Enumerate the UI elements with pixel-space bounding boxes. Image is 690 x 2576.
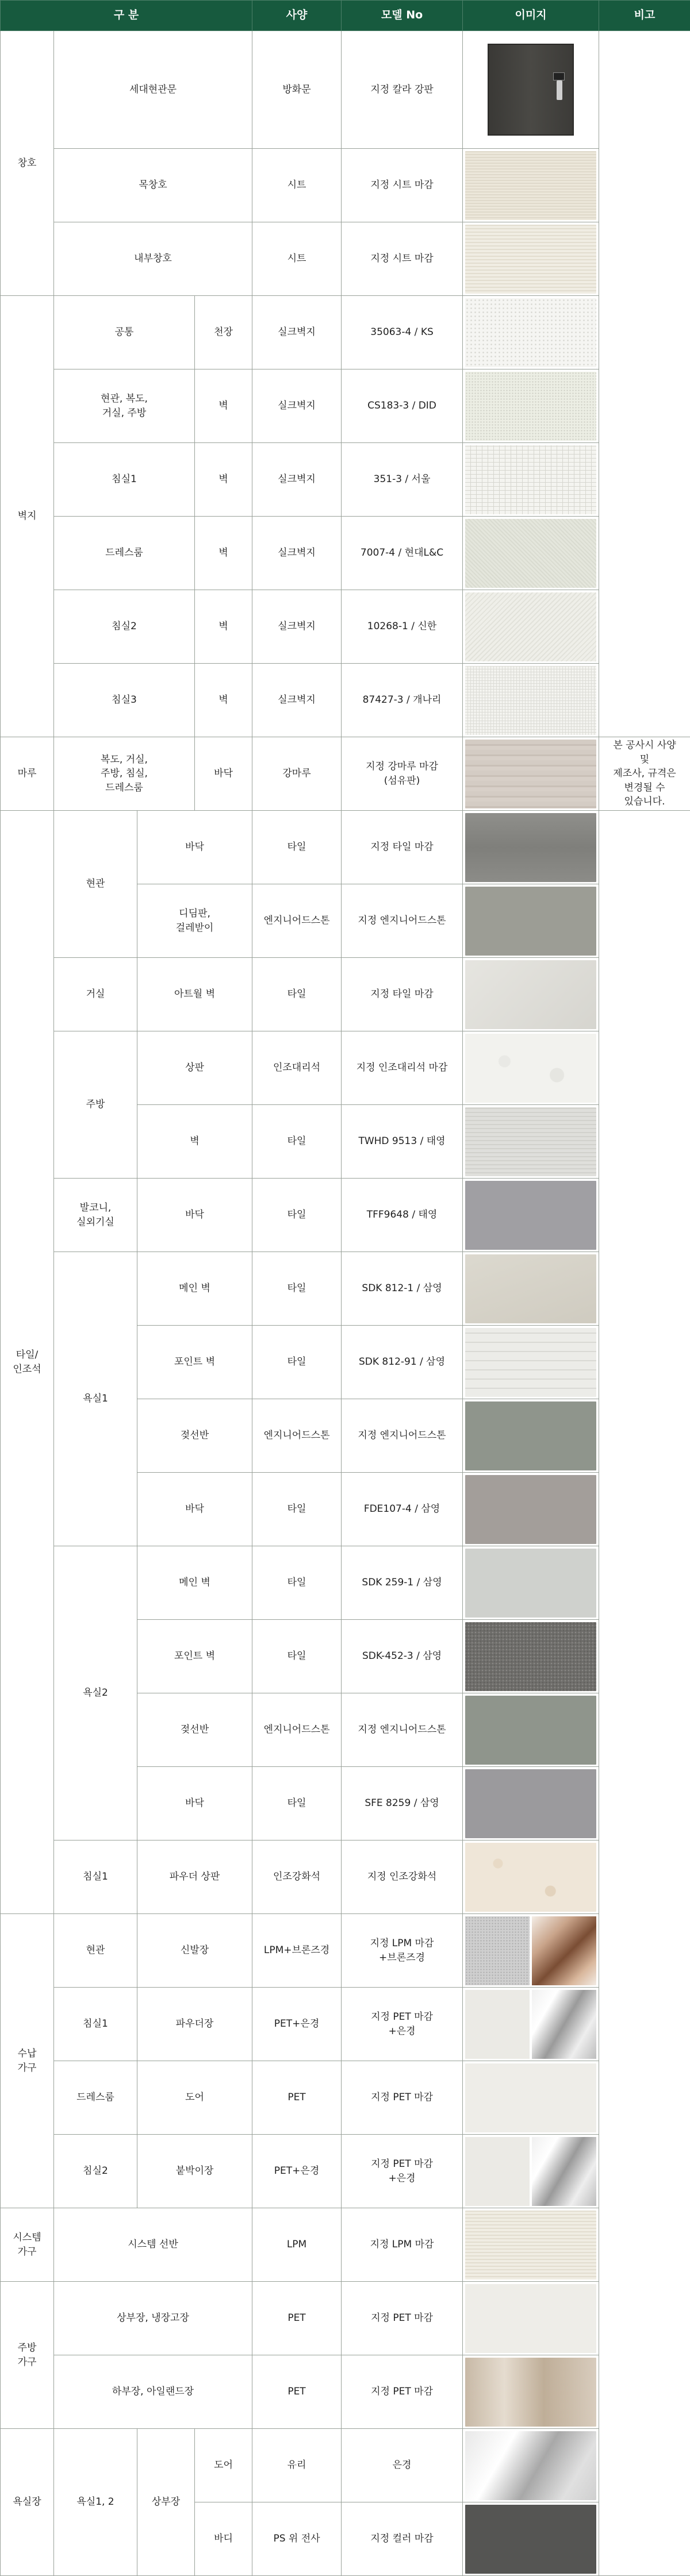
image-cell	[463, 2061, 599, 2135]
model-cell: SFE 8259 / 삼영	[342, 1767, 463, 1840]
table-row	[1, 737, 690, 811]
material-swatch	[465, 666, 596, 735]
col-category: 구 분	[1, 1, 252, 31]
material-swatch	[465, 2505, 596, 2574]
spec-cell: LPM	[252, 2208, 342, 2282]
part-cell: 바디	[195, 2502, 252, 2576]
item-cell: 바닥	[195, 737, 252, 811]
spec-cell: 시트	[252, 222, 342, 296]
item-cell: 메인 벽	[137, 1252, 252, 1326]
material-swatch	[465, 1990, 530, 2059]
item-cell: 포인트 벽	[137, 1620, 252, 1693]
item-cell: 파우더장	[137, 1988, 252, 2061]
material-swatch	[465, 2211, 596, 2279]
model-cell: SDK-452-3 / 삼영	[342, 1620, 463, 1693]
spec-cell: PET+은경	[252, 1988, 342, 2061]
model-cell: 지정 타일 마감	[342, 811, 463, 884]
sub-cell: 내부창호	[54, 222, 252, 296]
table-row	[1, 443, 690, 517]
col-note: 비고	[599, 1, 690, 31]
note-cell	[599, 811, 690, 2576]
image-cell	[463, 369, 599, 443]
model-cell: 지정 LPM 마감 +브론즈경	[342, 1914, 463, 1988]
spec-cell: 타일	[252, 1105, 342, 1179]
material-swatch	[465, 445, 596, 514]
group-storage: 수납 가구	[1, 1914, 54, 2208]
spec-cell: PET	[252, 2061, 342, 2135]
material-swatch	[465, 740, 596, 808]
item-cell: 도어	[137, 2061, 252, 2135]
part-cell: 도어	[195, 2429, 252, 2502]
table-row	[1, 2355, 690, 2429]
material-swatch	[465, 1769, 596, 1838]
model-cell: TFF9648 / 태영	[342, 1179, 463, 1252]
model-cell: 지정 엔지니어드스톤	[342, 1399, 463, 1473]
table-row	[1, 958, 690, 1031]
material-swatch	[465, 1034, 596, 1103]
image-cell	[463, 1105, 599, 1179]
model-cell: CS183-3 / DID	[342, 369, 463, 443]
item-cell: 벽	[195, 590, 252, 664]
material-swatch	[465, 2358, 596, 2427]
image-cell	[463, 2282, 599, 2355]
door-lock	[553, 72, 565, 80]
table-row	[1, 590, 690, 664]
table-row	[1, 1031, 690, 1105]
item-cell: 천장	[195, 296, 252, 369]
material-swatch	[465, 813, 596, 882]
material-swatch	[465, 2137, 530, 2206]
image-cell	[463, 1326, 599, 1399]
image-cell	[463, 664, 599, 737]
model-cell: 지정 시트 마감	[342, 222, 463, 296]
material-swatch	[465, 2284, 596, 2353]
spec-cell: PET+은경	[252, 2135, 342, 2208]
group-kitchen: 주방 가구	[1, 2282, 54, 2429]
table-row	[1, 664, 690, 737]
item-cell: 메인 벽	[137, 1546, 252, 1620]
image-cell	[463, 1693, 599, 1767]
table-row	[1, 369, 690, 443]
material-swatch	[465, 225, 596, 294]
item-cell: 벽	[195, 664, 252, 737]
spec-cell: 엔지니어드스톤	[252, 1693, 342, 1767]
spec-cell: 실크벽지	[252, 517, 342, 590]
col-image: 이미지	[463, 1, 599, 31]
image-cell	[463, 2135, 599, 2208]
table-row	[1, 149, 690, 222]
model-cell: 지정 인조강화석	[342, 1840, 463, 1914]
image-cell	[463, 443, 599, 517]
sub-cell: 하부장, 아일랜드장	[54, 2355, 252, 2429]
item-cell: 벽	[195, 443, 252, 517]
model-cell: 지정 PET 마감	[342, 2355, 463, 2429]
spec-cell: 실크벽지	[252, 369, 342, 443]
spec-cell: 타일	[252, 1767, 342, 1840]
item-cell: 디딤판, 걸레받이	[137, 884, 252, 958]
spec-cell: 실크벽지	[252, 443, 342, 517]
table-row	[1, 1179, 690, 1252]
image-cell	[463, 1546, 599, 1620]
model-cell: 지정 엔지니어드스톤	[342, 884, 463, 958]
spec-cell: PET	[252, 2282, 342, 2355]
spec-cell: 실크벽지	[252, 296, 342, 369]
item-cell: 젖선반	[137, 1693, 252, 1767]
model-cell: 35063-4 / KS	[342, 296, 463, 369]
image-cell	[463, 1252, 599, 1326]
table-row	[1, 2135, 690, 2208]
sub-cell: 침실3	[54, 664, 195, 737]
table-row	[1, 1988, 690, 2061]
image-cell	[463, 1620, 599, 1693]
spec-cell: 강마루	[252, 737, 342, 811]
model-cell: 351-3 / 서울	[342, 443, 463, 517]
group-system: 시스템 가구	[1, 2208, 54, 2282]
image-cell	[463, 811, 599, 884]
model-cell: 지정 강마루 마감 (섬유판)	[342, 737, 463, 811]
table-row	[1, 222, 690, 296]
table-row	[1, 517, 690, 590]
table-row	[1, 2429, 690, 2502]
col-spec: 사양	[252, 1, 342, 31]
image-cell	[463, 149, 599, 222]
group-bath: 욕실장	[1, 2429, 54, 2576]
item-cell: 바닥	[137, 811, 252, 884]
image-cell	[463, 296, 599, 369]
sub-cell: 시스템 선반	[54, 2208, 252, 2282]
sub-cell: 침실1	[54, 443, 195, 517]
item-cell: 벽	[137, 1105, 252, 1179]
item-cell: 파우더 상판	[137, 1840, 252, 1914]
table-row	[1, 2282, 690, 2355]
model-cell: 지정 칼라 강판	[342, 31, 463, 149]
spec-cell: 인조강화석	[252, 1840, 342, 1914]
spec-cell: 타일	[252, 1620, 342, 1693]
item-cell: 포인트 벽	[137, 1326, 252, 1399]
group-floor: 마루	[1, 737, 54, 811]
sub-cell: 드레스룸	[54, 2061, 137, 2135]
material-swatch	[465, 592, 596, 661]
image-cell	[463, 590, 599, 664]
item-cell: 벽	[195, 369, 252, 443]
note-cell	[599, 31, 690, 737]
model-cell: 지정 LPM 마감	[342, 2208, 463, 2282]
group-wallpaper: 벽지	[1, 296, 54, 737]
sub-cell: 복도, 거실, 주방, 침실, 드레스룸	[54, 737, 195, 811]
material-swatch	[465, 1475, 596, 1544]
item-cell: 벽	[195, 517, 252, 590]
table-row	[1, 1914, 690, 1988]
material-swatch	[465, 151, 596, 220]
sub-cell: 공통	[54, 296, 195, 369]
model-cell: 은경	[342, 2429, 463, 2502]
sub-cell: 현관	[54, 1914, 137, 1988]
header-row	[1, 1, 690, 31]
image-cell	[463, 737, 599, 811]
sub-cell: 주방	[54, 1031, 137, 1179]
spec-cell: 실크벽지	[252, 664, 342, 737]
spec-cell: PS 위 전사	[252, 2502, 342, 2576]
model-cell: FDE107-4 / 삼영	[342, 1473, 463, 1546]
material-swatch	[465, 1916, 530, 1985]
model-cell: 지정 PET 마감 +은경	[342, 1988, 463, 2061]
material-swatch	[465, 298, 596, 367]
image-cell	[463, 517, 599, 590]
material-swatch-2	[532, 2137, 596, 2206]
item-cell: 붙박이장	[137, 2135, 252, 2208]
image-cell	[463, 2429, 599, 2502]
sub-cell: 욕실2	[54, 1546, 137, 1840]
spec-cell: LPM+브론즈경	[252, 1914, 342, 1988]
material-swatch	[465, 1328, 596, 1397]
item-cell: 젖선반	[137, 1399, 252, 1473]
spec-cell: PET	[252, 2355, 342, 2429]
spec-cell: 실크벽지	[252, 590, 342, 664]
sub-cell: 목창호	[54, 149, 252, 222]
model-cell: 지정 PET 마감 +은경	[342, 2135, 463, 2208]
image-cell	[463, 1399, 599, 1473]
model-cell: 지정 PET 마감	[342, 2061, 463, 2135]
image-cell	[463, 1031, 599, 1105]
image-cell	[463, 1840, 599, 1914]
image-cell	[463, 1473, 599, 1546]
material-swatch	[465, 887, 596, 956]
material-swatch	[465, 1401, 596, 1470]
spec-cell: 방화문	[252, 31, 342, 149]
material-swatch	[465, 2431, 596, 2500]
material-swatch	[465, 1549, 596, 1618]
spec-cell: 시트	[252, 149, 342, 222]
group-window: 창호	[1, 31, 54, 296]
image-cell	[463, 2502, 599, 2576]
model-cell: 지정 엔지니어드스톤	[342, 1693, 463, 1767]
table-row	[1, 1252, 690, 1326]
door-handle	[557, 80, 562, 100]
spec-cell: 타일	[252, 811, 342, 884]
image-cell	[463, 1988, 599, 2061]
material-swatch	[465, 960, 596, 1029]
table-row	[1, 2208, 690, 2282]
image-cell	[463, 31, 599, 149]
image-cell	[463, 222, 599, 296]
item-cell: 상부장	[137, 2429, 195, 2576]
material-swatch	[465, 1622, 596, 1691]
sub-cell: 현관, 복도, 거실, 주방	[54, 369, 195, 443]
table-row	[1, 31, 690, 149]
item-cell: 신발장	[137, 1914, 252, 1988]
spec-cell: 타일	[252, 958, 342, 1031]
material-swatch	[465, 372, 596, 441]
spec-cell: 타일	[252, 1179, 342, 1252]
sub-cell: 드레스룸	[54, 517, 195, 590]
model-cell: 지정 인조대리석 마감	[342, 1031, 463, 1105]
model-cell: SDK 812-1 / 삼영	[342, 1252, 463, 1326]
model-cell: 지정 시트 마감	[342, 149, 463, 222]
spec-cell: 타일	[252, 1252, 342, 1326]
item-cell: 상판	[137, 1031, 252, 1105]
col-model: 모델 No	[342, 1, 463, 31]
sub-cell: 욕실1	[54, 1252, 137, 1546]
model-cell: SDK 259-1 / 삼영	[342, 1546, 463, 1620]
sub-cell: 현관	[54, 811, 137, 958]
item-cell: 바닥	[137, 1473, 252, 1546]
material-swatch	[465, 1843, 596, 1912]
material-swatch	[465, 519, 596, 588]
material-swatch-2	[532, 1916, 596, 1985]
image-cell	[463, 1179, 599, 1252]
door-swatch	[488, 44, 574, 136]
spec-cell: 엔지니어드스톤	[252, 884, 342, 958]
image-cell	[463, 958, 599, 1031]
sub-cell: 상부장, 냉장고장	[54, 2282, 252, 2355]
spec-cell: 유리	[252, 2429, 342, 2502]
table-row	[1, 296, 690, 369]
sub-cell: 발코니, 실외기실	[54, 1179, 137, 1252]
item-cell: 바닥	[137, 1767, 252, 1840]
material-swatch	[465, 1107, 596, 1176]
material-swatch	[465, 1696, 596, 1765]
model-cell: SDK 812-91 / 삼영	[342, 1326, 463, 1399]
model-cell: TWHD 9513 / 태영	[342, 1105, 463, 1179]
material-swatch-2	[532, 1990, 596, 2059]
image-cell	[463, 1767, 599, 1840]
spec-cell: 타일	[252, 1546, 342, 1620]
item-cell: 바닥	[137, 1179, 252, 1252]
spec-cell: 인조대리석	[252, 1031, 342, 1105]
sub-cell: 침실1	[54, 1988, 137, 2061]
group-tile: 타일/ 인조석	[1, 811, 54, 1914]
sub-cell: 침실1	[54, 1840, 137, 1914]
model-cell: 지정 타일 마감	[342, 958, 463, 1031]
note-cell: 본 공사시 사양 및 제조사, 규격은 변경될 수 있습니다.	[599, 737, 690, 811]
spec-cell: 타일	[252, 1473, 342, 1546]
table-row	[1, 1840, 690, 1914]
material-swatch	[465, 2063, 596, 2132]
model-cell: 87427-3 / 개나리	[342, 664, 463, 737]
table-row	[1, 811, 690, 884]
item-cell: 아트월 벽	[137, 958, 252, 1031]
image-cell	[463, 1914, 599, 1988]
model-cell: 10268-1 / 신한	[342, 590, 463, 664]
sub-cell: 욕실1, 2	[54, 2429, 137, 2576]
sub-cell: 세대현관문	[54, 31, 252, 149]
sub-cell: 침실2	[54, 2135, 137, 2208]
model-cell: 지정 컬러 마감	[342, 2502, 463, 2576]
image-cell	[463, 884, 599, 958]
spec-cell: 타일	[252, 1326, 342, 1399]
table-row	[1, 2061, 690, 2135]
spec-cell: 엔지니어드스톤	[252, 1399, 342, 1473]
image-cell	[463, 2208, 599, 2282]
image-cell	[463, 2355, 599, 2429]
table-row	[1, 1546, 690, 1620]
model-cell: 7007-4 / 현대L&C	[342, 517, 463, 590]
sub-cell: 거실	[54, 958, 137, 1031]
sub-cell: 침실2	[54, 590, 195, 664]
model-cell: 지정 PET 마감	[342, 2282, 463, 2355]
material-swatch	[465, 1254, 596, 1323]
material-swatch	[465, 1181, 596, 1250]
